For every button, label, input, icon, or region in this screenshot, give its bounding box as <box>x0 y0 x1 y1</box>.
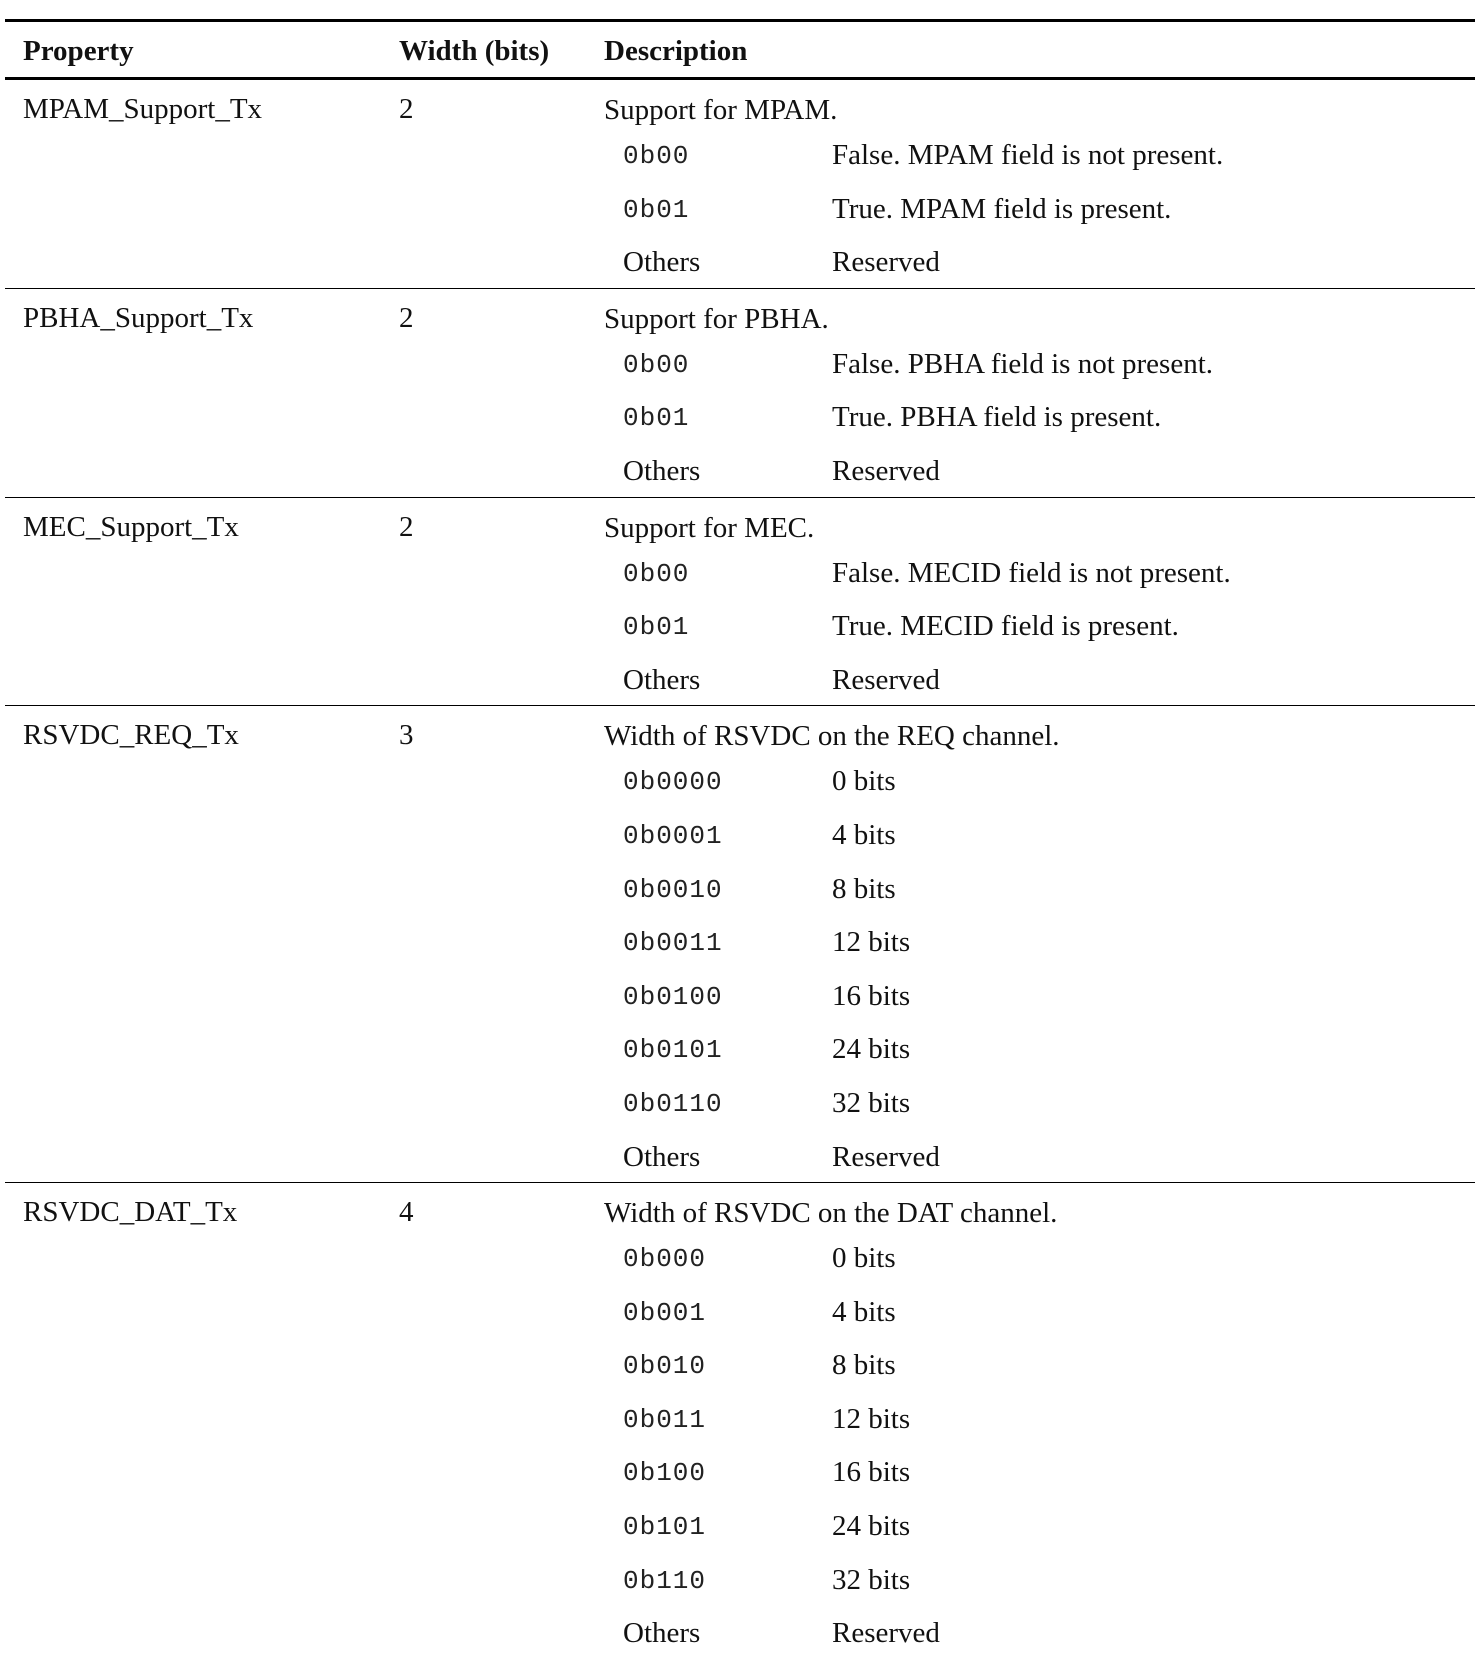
encoding-row <box>604 861 1475 915</box>
encoding-meaning: 0 bits <box>832 765 896 798</box>
property-table <box>5 19 1475 1659</box>
encoding-row <box>604 598 1475 652</box>
property-name: PBHA_Support_Tx <box>23 301 254 334</box>
encoding-meaning: True. MPAM field is present. <box>832 192 1172 225</box>
encoding-meaning: 16 bits <box>832 979 911 1012</box>
encoding-row <box>604 1230 1475 1284</box>
encoding-meaning: 16 bits <box>832 1456 911 1489</box>
encoding-row <box>604 1552 1475 1606</box>
encoding-value: 0b0010 <box>623 874 723 905</box>
table-row <box>5 706 1475 1183</box>
encoding-row <box>604 1021 1475 1075</box>
encoding-meaning: 0 bits <box>832 1242 896 1275</box>
property-description <box>604 1183 1475 1659</box>
property-name: RSVDC_DAT_Tx <box>23 1196 238 1229</box>
description-text: Width of RSVDC on the DAT channel. <box>604 1197 1058 1230</box>
encoding-row <box>604 1284 1475 1338</box>
encoding-meaning: False. MPAM field is not present. <box>832 139 1224 171</box>
table-row <box>5 80 1475 289</box>
description-text: Support for MPAM. <box>604 94 838 126</box>
encoding-row <box>604 1337 1475 1391</box>
encoding-meaning: Reserved <box>832 1617 940 1650</box>
encoding-meaning: 24 bits <box>832 1510 911 1543</box>
encoding-row <box>604 443 1475 497</box>
encoding-meaning: Reserved <box>832 663 940 696</box>
encoding-value: 0b001 <box>623 1297 707 1328</box>
encoding-meaning: 32 bits <box>832 1563 911 1596</box>
table-row <box>5 289 1475 498</box>
encoding-value: 0b101 <box>623 1512 707 1543</box>
encoding-value: 0b0011 <box>623 928 723 959</box>
encoding-row <box>604 1498 1475 1552</box>
encoding-value: 0b000 <box>623 1244 707 1275</box>
encoding-value: 0b0100 <box>623 981 723 1012</box>
encoding-meaning: Reserved <box>832 454 940 487</box>
encoding-value: Others <box>623 1617 701 1650</box>
table-row <box>5 1183 1475 1659</box>
encoding-meaning: True. MECID field is present. <box>832 610 1179 643</box>
encoding-meaning: False. MECID field is not present. <box>832 556 1231 589</box>
property-width: 2 <box>399 93 414 125</box>
encoding-value: Others <box>623 454 701 487</box>
encoding-value: 0b0101 <box>623 1035 723 1066</box>
encoding-row <box>604 545 1475 599</box>
encoding-meaning: 4 bits <box>832 818 896 851</box>
encoding-row <box>604 1605 1475 1659</box>
description-text: Support for PBHA. <box>604 302 829 335</box>
encoding-row <box>604 336 1475 390</box>
encoding-value: 0b0110 <box>623 1088 723 1119</box>
property-width: 4 <box>399 1196 414 1229</box>
encoding-row <box>604 389 1475 443</box>
encoding-value: Others <box>623 663 701 696</box>
encoding-value: 0b0001 <box>623 820 723 851</box>
header-description: Description <box>604 35 748 67</box>
property-description <box>604 289 1475 497</box>
encoding-row <box>604 968 1475 1022</box>
property-description <box>604 498 1475 706</box>
encoding-meaning: 12 bits <box>832 926 911 959</box>
encoding-value: 0b100 <box>623 1458 707 1489</box>
encoding-meaning: 8 bits <box>832 1349 896 1382</box>
encoding-meaning: Reserved <box>832 246 940 279</box>
encoding-value: 0b010 <box>623 1351 707 1382</box>
encoding-row <box>604 1075 1475 1129</box>
encoding-row <box>604 1444 1475 1498</box>
encoding-row <box>604 652 1475 706</box>
table-row <box>5 498 1475 707</box>
encoding-row <box>604 914 1475 968</box>
header-property: Property <box>23 35 134 67</box>
encoding-meaning: 32 bits <box>832 1086 911 1119</box>
encoding-meaning: Reserved <box>832 1140 940 1173</box>
encoding-meaning: False. PBHA field is not present. <box>832 347 1214 380</box>
property-description <box>604 80 1475 288</box>
property-description <box>604 706 1475 1182</box>
encoding-meaning: 24 bits <box>832 1033 911 1066</box>
property-name: MPAM_Support_Tx <box>23 93 263 125</box>
encoding-row <box>604 1391 1475 1445</box>
property-width: 2 <box>399 510 414 543</box>
encoding-row <box>604 234 1475 288</box>
property-name: MEC_Support_Tx <box>23 510 239 543</box>
encoding-value: Others <box>623 246 701 279</box>
encoding-meaning: 4 bits <box>832 1295 896 1328</box>
encoding-value: 0b0000 <box>623 767 723 798</box>
encoding-value: 0b110 <box>623 1565 707 1596</box>
encoding-value: 0b01 <box>623 403 690 434</box>
encoding-row <box>604 807 1475 861</box>
encoding-value: 0b01 <box>623 194 690 225</box>
property-name: RSVDC_REQ_Tx <box>23 719 239 752</box>
encoding-meaning: True. PBHA field is present. <box>832 401 1162 434</box>
table-header <box>5 22 1475 80</box>
encoding-row <box>604 1129 1475 1183</box>
encoding-value: 0b00 <box>623 141 690 171</box>
encoding-value: 0b00 <box>623 349 690 380</box>
encoding-row <box>604 753 1475 807</box>
description-text: Support for MEC. <box>604 511 815 544</box>
property-width: 2 <box>399 301 414 334</box>
header-width: Width (bits) <box>399 35 550 67</box>
encoding-value: 0b01 <box>623 612 690 643</box>
encoding-value: 0b00 <box>623 558 690 589</box>
encoding-row <box>604 181 1475 235</box>
encoding-meaning: 12 bits <box>832 1402 911 1435</box>
description-text: Width of RSVDC on the REQ channel. <box>604 720 1060 753</box>
encoding-meaning: 8 bits <box>832 872 896 905</box>
encoding-row <box>604 127 1475 181</box>
encoding-value: Others <box>623 1140 701 1173</box>
encoding-value: 0b011 <box>623 1404 707 1435</box>
table-body <box>5 80 1475 1659</box>
property-width: 3 <box>399 719 414 752</box>
